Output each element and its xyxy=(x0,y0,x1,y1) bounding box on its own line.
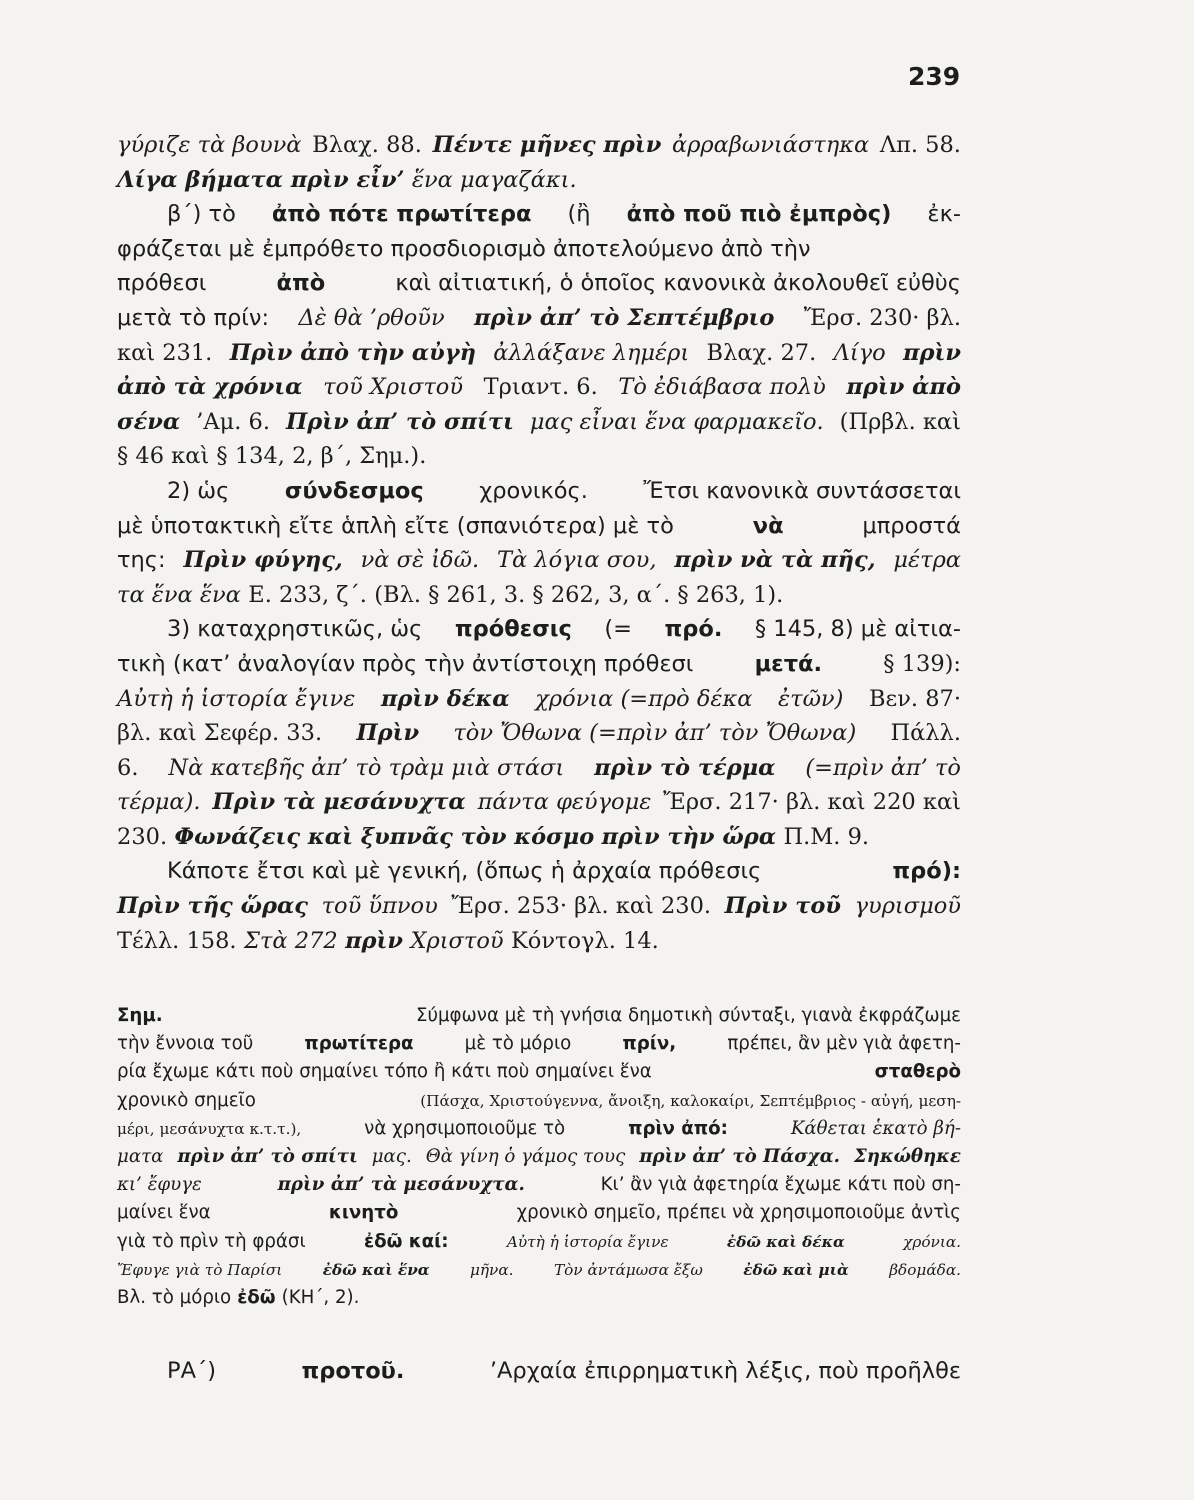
text-span: ἀπὸ xyxy=(276,270,326,297)
text-span: νὰ χρησιμοποιοῦμε τὸ xyxy=(364,1117,566,1139)
text-span: τὴν ἔννοια τοῦ xyxy=(117,1033,254,1055)
text-span: πρὶν τὸ τέρμα xyxy=(594,754,776,781)
text-span: πρὶν xyxy=(345,927,404,954)
text-span: 6. xyxy=(117,754,139,781)
text-span: Στὰ 272 xyxy=(244,927,338,954)
text-span: 230. xyxy=(117,823,168,850)
text-span: πρωτίτερα xyxy=(304,1033,414,1055)
note-line xyxy=(117,1171,961,1199)
text-span: Αὐτὴ ἡ ἱστορία ἔγινε xyxy=(506,1232,669,1251)
note-block xyxy=(117,1002,961,1312)
text-span: χρονικὸ σημεῖο, πρέπει νὰ χρησιμοποιοῦμε ἀντὶς xyxy=(516,1202,961,1224)
text-span: σύνδεσμος xyxy=(284,477,424,504)
text-span: Κάποτε ἔτσι καὶ μὲ γενική, (ὅπως ἡ ἀρχαία πρόθεσις xyxy=(167,858,762,885)
text-line xyxy=(117,647,961,682)
text-line xyxy=(117,751,961,786)
text-span: Βλ. τὸ μόριο xyxy=(117,1286,232,1308)
text-span: ἐδῶ καί: xyxy=(363,1230,449,1252)
text-span: Αὐτὴ ἡ ἱστορία ἔγινε xyxy=(117,685,356,712)
text-span: νὰ xyxy=(752,512,784,539)
text-span: πρὶν δέκα xyxy=(380,685,510,712)
text-span: Πέντε μῆνες πρὶν xyxy=(432,132,662,158)
text-span: μετά. xyxy=(754,650,823,677)
note-line xyxy=(117,1087,961,1115)
text-span: Θὰ γίνη ὁ γάμος τους xyxy=(425,1145,626,1167)
text-span: τὸν Ὄθωνα (=πρὶν ἀπ’ τὸν Ὄθωνα) xyxy=(453,720,857,747)
text-line xyxy=(117,578,961,613)
text-line xyxy=(167,1354,961,1389)
text-span: καὶ αἰτιατική, ὁ ὁποῖος κανονικὰ ἀκολουθεῖ εὐθὺς xyxy=(395,270,961,297)
text-span: Βεν. 87· xyxy=(869,685,961,712)
text-span: Πρὶν τοῦ xyxy=(724,893,841,920)
entry-number: ΡΑ΄) xyxy=(167,1358,216,1384)
text-line xyxy=(117,197,961,232)
text-line xyxy=(117,405,961,440)
text-span: τέρμα). xyxy=(117,789,201,816)
text-span: ἀπὸ τὰ χρόνια xyxy=(117,374,303,401)
text-span: (ΚΗ΄, 2). xyxy=(281,1286,360,1308)
text-span: (Πάσχα, Χριστούγεννα, ἄνοιξη, καλοκαίρι, Σεπτέμβριος - αὐγή, μεση- xyxy=(420,1091,961,1110)
text-span: Λίγα βήματα πρὶν εἶν’ xyxy=(117,166,405,193)
text-span: ἀπὸ ποῦ πιὸ ἐμπρὸς) xyxy=(626,201,892,228)
text-line xyxy=(117,474,961,509)
text-span: βδομάδα. xyxy=(889,1260,961,1279)
text-span: Νὰ κατεβῆς ἀπ’ τὸ τρὰμ μιὰ στάσι xyxy=(168,754,565,781)
text-span: Ἔρσ. 230· βλ. xyxy=(803,304,961,331)
text-span: ἐδῶ xyxy=(237,1286,276,1308)
text-span: πρὶν ἀπό: xyxy=(628,1117,728,1139)
note-line xyxy=(117,1058,961,1086)
text-span: νὰ σὲ ἰδῶ. xyxy=(360,547,480,574)
text-span: Πρὶν xyxy=(356,720,420,747)
text-span: τικὴ (κατ’ ἀναλογίαν πρὸς τὴν ἀντίστοιχη πρόθεσι xyxy=(117,650,694,677)
text-span: τα ἕνα ἕνα xyxy=(117,581,241,608)
text-span: πρὶν ἀπ’ τὸ Σεπτέμβριο xyxy=(474,304,775,331)
text-span: ἕνα μαγαζάκι. xyxy=(411,166,577,193)
text-span: Δὲ θὰ ’ρθοῦν xyxy=(298,304,445,331)
text-span: Ε. 233, ζ΄. xyxy=(248,581,367,608)
text-line xyxy=(117,509,961,544)
text-span: πρὶν xyxy=(903,339,961,366)
text-span: γυρισμοῦ xyxy=(854,893,961,920)
note-label: Σημ. xyxy=(117,1005,163,1026)
note-line xyxy=(117,1002,961,1030)
text-span: χρόνια. xyxy=(903,1232,961,1251)
text-span: § 139): xyxy=(883,650,961,677)
text-span: πρὶν ἀπ’ τὸ σπίτι xyxy=(177,1145,358,1167)
text-span: καὶ 231. xyxy=(117,339,213,366)
text-span: Τὰ λόγια σου, xyxy=(496,547,657,574)
text-span: Τέλλ. 158. xyxy=(117,927,237,954)
text-span: πρό. xyxy=(664,616,723,643)
text-span: ἐδῶ καὶ μιὰ xyxy=(743,1260,849,1279)
text-span: ἀπὸ πότε πρωτίτερα xyxy=(271,201,532,228)
text-span: πρόθεσι xyxy=(117,270,207,297)
text-span: πρόθεσις xyxy=(454,616,572,643)
text-line xyxy=(117,266,961,301)
text-span: πρὶν τὴν ὥρα xyxy=(601,823,777,850)
text-span: σταθερὸ xyxy=(874,1061,961,1083)
text-span: 2) ὡς xyxy=(167,477,230,504)
text-span: μῆνα. xyxy=(469,1260,514,1279)
text-span: Ἔτσι κανονικὰ συντάσσεται xyxy=(643,477,961,504)
text-line xyxy=(117,612,961,647)
text-span: (= xyxy=(604,616,632,643)
text-span: φράζεται μὲ ἐμπρόθετο προσδιορισμὸ ἀποτελούμενο ἀπὸ τὴν xyxy=(117,235,811,262)
text-span: Σύμφωνα μὲ τὴ γνήσια δημοτικὴ σύνταξι, γιανὰ ἐκφράζωμε xyxy=(415,1005,961,1026)
text-line xyxy=(117,889,961,924)
text-span: Ἔρσ. 217· βλ. καὶ 220 καὶ xyxy=(663,789,961,816)
text-span: (Πρβλ. καὶ xyxy=(839,408,961,435)
text-span: μετὰ τὸ πρίν: xyxy=(117,304,270,331)
text-span: τοῦ Χριστοῦ xyxy=(323,374,463,401)
text-span: πρὶν ἀπ’ τὸ Πάσχα. xyxy=(639,1145,840,1167)
text-span: (=πρὶν ἀπ’ τὸ xyxy=(805,754,961,781)
next-entry xyxy=(167,1354,961,1389)
text-line xyxy=(117,163,961,198)
text-span: Ἔρσ. 253· βλ. καὶ 230. xyxy=(451,893,712,920)
text-span: Πρὶν ἀπ’ τὸ σπίτι xyxy=(285,408,514,435)
text-span: πρέπει, ἂν μὲν γιὰ ἀφετη- xyxy=(727,1033,961,1055)
text-span: ἐκ- xyxy=(927,201,961,228)
text-span: πρὶν ἀπ’ τὰ μεσάνυχτα. xyxy=(277,1174,525,1196)
text-line xyxy=(117,301,961,336)
text-span: μέρι, μεσάνυχτα κ.τ.τ.), xyxy=(117,1119,302,1138)
page-number: 239 xyxy=(908,62,961,91)
text-span: ἐδῶ καὶ ἕνα xyxy=(322,1260,430,1279)
text-span: Κι’ ἂν γιὰ ἀφετηρία ἔχωμε κάτι ποὺ ση- xyxy=(600,1174,961,1196)
note-line xyxy=(117,1228,961,1256)
text-line xyxy=(117,854,961,889)
text-span: πρὶν νὰ τὰ πῆς, xyxy=(674,547,876,574)
text-span: (ἢ xyxy=(567,201,591,228)
text-span: Βλαχ. 88. xyxy=(312,132,422,158)
text-span: μὲ ὑποτακτικὴ εἴτε ἁπλὴ εἴτε (σπανιότερα) μὲ τὸ xyxy=(117,512,674,539)
text-span: ἐδῶ καὶ δέκα xyxy=(726,1232,845,1251)
note-line xyxy=(117,1030,961,1058)
text-span: γύριζε τὰ βουνὰ xyxy=(117,132,302,158)
text-span: Φωνάζεις καὶ ξυπνᾶς τὸν κόσμο xyxy=(174,823,595,850)
text-span: (Βλ. § 261, 3. § 262, 3, α΄. § 263, 1). xyxy=(374,581,784,608)
text-span: χρονικός. xyxy=(479,477,588,504)
text-span: Κόντογλ. 14. xyxy=(510,927,659,954)
text-span: ’Αρχαία ἐπιρρηματικὴ λέξις, ποὺ προῆλθε xyxy=(489,1358,961,1384)
text-span: 3) καταχρηστικῶς, ὡς xyxy=(167,616,423,643)
note-line xyxy=(117,1256,961,1284)
text-span: πρίν, xyxy=(622,1033,677,1055)
text-line xyxy=(117,785,961,820)
text-span: Πάλλ. xyxy=(890,720,961,747)
text-span: μὲ τὸ μόριο xyxy=(464,1033,572,1055)
text-span: γιὰ τὸ πρὶν τὴ φράσι xyxy=(117,1230,306,1252)
text-line xyxy=(117,716,961,751)
text-span: Πρὶν τὰ μεσάνυχτα xyxy=(212,789,466,816)
text-span: Τὸν ἀντάμωσα ἔξω xyxy=(553,1260,703,1279)
text-span: κι’ ἔφυγε xyxy=(117,1174,202,1196)
text-span: § 145, 8) μὲ αἰτια- xyxy=(754,616,961,643)
text-span: ἀλλάξανε λημέρι xyxy=(493,339,690,366)
text-span: της: xyxy=(117,547,166,574)
text-line xyxy=(117,370,961,405)
text-span: Σηκώθηκε xyxy=(853,1145,961,1167)
text-span: § 46 καὶ § 134, 2, β΄, Σημ.). xyxy=(117,443,427,470)
text-line xyxy=(117,682,961,717)
text-span: πάντα φεύγομε xyxy=(477,789,652,816)
text-span: Βλαχ. 27. xyxy=(706,339,817,366)
text-span: ματα xyxy=(117,1145,164,1167)
text-span: Τὸ ἐδιάβασα πολὺ xyxy=(618,374,826,401)
note-line xyxy=(117,1284,961,1312)
text-span: χρονικὸ σημεῖο xyxy=(117,1089,256,1111)
text-line xyxy=(117,820,961,855)
text-line xyxy=(117,439,961,474)
note-line xyxy=(117,1115,961,1143)
text-span: Χριστοῦ xyxy=(410,927,504,954)
text-span: ἐτῶν) xyxy=(778,685,844,712)
text-span: Τριαντ. 6. xyxy=(483,374,598,401)
text-span: πρό): xyxy=(892,858,961,885)
text-span: Π.Μ. 9. xyxy=(783,823,870,850)
text-span: Πρὶν φύγης, xyxy=(183,547,343,574)
text-line xyxy=(117,543,961,578)
text-span: τοῦ ὕπνου xyxy=(321,893,438,920)
text-line xyxy=(117,924,961,959)
main-text xyxy=(117,128,961,958)
note-line xyxy=(117,1143,961,1171)
note-line xyxy=(117,1199,961,1227)
text-span: Λπ. 58. xyxy=(879,132,961,158)
text-span: Ἔφυγε γιὰ τὸ Παρίσι xyxy=(117,1260,283,1279)
text-span: ρία ἔχωμε κάτι ποὺ σημαίνει τόπο ἢ κάτι ποὺ σημαίνει ἕνα xyxy=(117,1061,652,1083)
text-span: μας. xyxy=(371,1145,412,1167)
text-line xyxy=(117,336,961,371)
text-span: πρὶν ἀπὸ xyxy=(846,374,961,401)
text-line xyxy=(117,128,961,163)
text-span: ’Αμ. 6. xyxy=(196,408,270,435)
text-span: μαίνει ἕνα xyxy=(117,1202,211,1224)
entry-headword: προτοῦ. xyxy=(301,1358,405,1384)
text-span: Πρὶν ἀπὸ τὴν αὐγὴ xyxy=(229,339,476,366)
text-span: μας εἶναι ἕνα φαρμακεῖο. xyxy=(529,408,824,435)
text-span: μέτρα xyxy=(893,547,961,574)
text-span: β΄) τὸ xyxy=(167,201,236,228)
text-span: ἀρραβωνιάστηκα xyxy=(672,132,870,158)
text-span: Λίγο xyxy=(833,339,886,366)
text-line xyxy=(117,232,961,267)
text-span: βλ. καὶ Σεφέρ. 33. xyxy=(117,720,323,747)
text-span: σένα xyxy=(117,408,181,435)
text-span: Πρὶν τῆς ὥρας xyxy=(117,893,308,920)
text-span: κινητὸ xyxy=(328,1202,399,1224)
text-span: Κάθεται ἑκατὸ βή- xyxy=(790,1117,961,1139)
text-span: μπροστά xyxy=(862,512,961,539)
text-span: χρόνια (=πρὸ δέκα xyxy=(535,685,753,712)
